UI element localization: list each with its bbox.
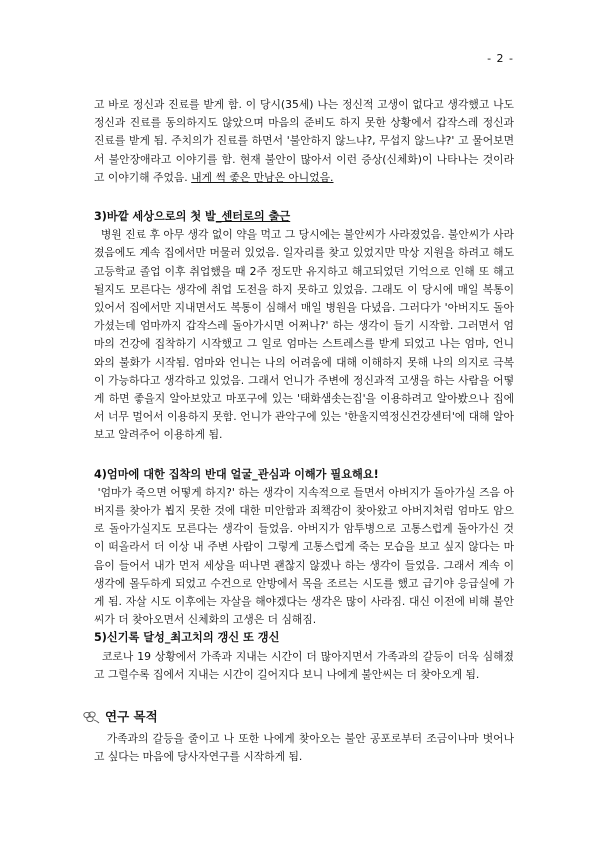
study-purpose-paragraph xyxy=(94,730,514,766)
section3-text: 병원 진료 후 아무 생각 없이 약을 먹고 그 당시에는 불안씨가 사라졌었음. 불안씨가 사라졌음에도 계속 집에서만 머물러 있었음. 일자리를 찾고 있었지만 막상 지원을 하려고 해도 고등학교 졸업 이후 취업했을 때 2주 정도만 유지하고 해고되었던 기억으로 인해 또 해고될지도 모른다는 생각에 취업 도전을 하지 못하고 있었음. 그래도 이 당시에 매일 복통이 있어서 집에서만 지내면서도 복통이 심해서 매일 병원을 다녔음. 그러다가 '아버지도 돌아가셨는데 엄마까지 갑작스레 돌아가시면 어쩌나?' 하는 생각이 들기 시작함. 그러면서 엄마의 건강에 집착하기 시작했고 그 일로 엄마는 스트레스를 받게 되었고 나는 엄마, 언니와의 불화가 시작됨. 엄마와 언니는 나의 어려움에 대해 이해하지 못해 나의 의지로 극복이 가능하다고 생각하고 있었음. 그래서 언니가 주변에 정신과적 고생을 하는 사람을 어떻게 하면 좋을지 알아보았고 마포구에 있는 '태화샘솟는집'을 이용하려고 알아봤으나 집에서 너무 멀어서 이용하지 못함. 언니가 관악구에 있는 '한울지역정신건강센터'에 대해 알아보고 알려주어 이용하게 됨. xyxy=(94,228,514,442)
study-purpose-title: 연구 목적 xyxy=(105,709,158,725)
section3-heading-underlined: _센터로의 출근 xyxy=(215,210,291,224)
section4-paragraph xyxy=(94,484,514,630)
section4-text: '엄마가 죽으면 어떻게 하지?' 하는 생각이 지속적으로 들면서 아버지가 돌아가실 즈음 아버지를 찾아가 뵙지 못한 것에 대한 미안함과 죄책감이 찾아왔고 아버지처럼 엄마도 암으로 돌아가실지도 모른다는 생각이 들었음. 아버지가 암투병으로 고통스럽게 돌아가신 것이 떠올라서 더 이상 내 주변 사람이 그렇게 고통스럽게 죽는 모습을 보고 싶지 않다는 마음이 들어서 내가 먼저 세상을 떠나면 괜찮지 않겠나 하는 생각이 들었음. 그래서 계속 이 생각에 몰두하게 되었고 수건으로 안방에서 목을 조르는 시도를 했고 급기야 응급실에 가게 됨. 자살 시도 이후에는 자살을 해야겠다는 생각은 많이 사라짐. 대신 이전에 비해 불안씨가 더 찾아오면서 신체화의 고생은 더 심해짐. xyxy=(94,485,514,627)
section3-heading-prefix: 3)바깥 세상으로의 첫 발 xyxy=(94,210,216,224)
intro-paragraph xyxy=(94,96,514,187)
document-body xyxy=(94,96,514,767)
section4-heading: 4)엄마에 대한 집착의 반대 얼굴_관심과 이해가 필요해요! xyxy=(94,467,379,481)
section3-paragraph xyxy=(94,226,514,444)
page-number: - 2 - xyxy=(487,52,514,65)
section5-paragraph xyxy=(94,648,514,684)
section3-heading xyxy=(94,208,514,226)
study-purpose-heading xyxy=(82,708,514,726)
study-purpose-text: 가족과의 갈등을 줄이고 나 또한 나에게 찾아오는 불안 공포로부터 조금이나마 벗어나고 싶다는 마음에 당사자연구를 시작하게 됨. xyxy=(94,732,515,764)
section5-heading: 5)신기록 달성_최고치의 갱신 또 갱신 xyxy=(94,631,280,645)
section5-text: 코로나 19 상황에서 가족과 지내는 시간이 더 많아지면서 가족과의 갈등이 더욱 심해졌고 그럴수록 집에서 지내는 시간이 길어지다 보니 나에게 불안씨는 더 찾아오게 됨. xyxy=(94,649,514,681)
intro-underlined-sentence: 내게 썩 좋은 만남은 아니었음. xyxy=(191,170,334,184)
intro-text: 고 바로 정신과 진료를 받게 함. 이 당시(35세) 나는 정신적 고생이 없다고 생각했고 나도 정신과 진료를 동의하지도 않았으며 마음의 준비도 하지 못한 상황에서 갑작스레 정신과 진료를 받게 됨. 주치의가 진료를 하면서 '불안하지 않느냐?, 무섭지 않느냐?' 고 물어보면서 불안장애라고 이야기를 함. 현재 불안이 많아서 이런 증상(신체화)이 나타나는 것이라고 이야기해 주었음. xyxy=(94,98,514,184)
clover-bullet-icon xyxy=(82,710,100,724)
